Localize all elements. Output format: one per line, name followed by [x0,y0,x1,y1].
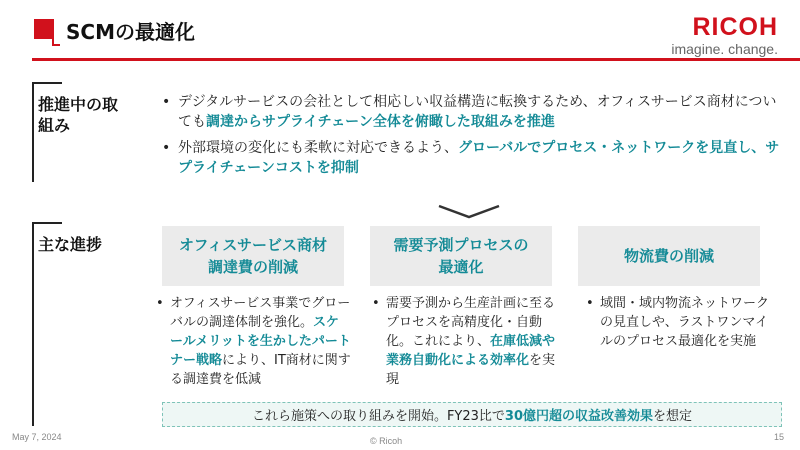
section2-label: 主な進捗 [38,235,103,254]
summary-highlight: 30億円超の収益改善効果 [504,409,654,424]
bullet-item [156,294,352,389]
bullet-highlight: 在庫低減や業務自動化による効率化 [386,334,556,368]
section1-topline [32,82,62,84]
bullet-text: 域間・域内物流ネットワークの見直しや、ラストワンマイルのプロセス最適化を実施 [600,296,770,349]
title-bar [0,0,800,62]
page-title: SCMの最適化 [66,20,195,44]
summary-text: を想定 [653,409,693,424]
footer-copyright: © Ricoh [370,436,403,446]
page-number: 15 [773,432,784,442]
bullet-item [162,138,782,178]
section2-sideline [32,222,34,426]
summary-text: これら施策への取り組みを開始。FY23比で [251,409,505,424]
section1-bullets [162,92,782,184]
heading-text: オフィスサービス商材 調達費の削減 [178,236,328,276]
bullet-highlight: グローバルでプロセス・ネットワークを見直し、サプライチェーンコストを抑制 [178,140,780,176]
bullet-text: デジタルサービスの会社として相応しい収益構造に転換するため、オフィスサービス商材についても [178,94,777,130]
bullet-text: 需要予測から生産計画に至るプロセスを高精度化・自動化。これにより、 [386,296,556,349]
title-corner-icon [52,38,60,46]
header-divider [32,58,800,61]
logo-tagline: imagine. change. [671,41,778,57]
heading-text: 需要予測プロセスの 最適化 [393,236,529,276]
bullet-text: を実現 [386,353,556,387]
progress-heading-logistics [578,226,760,286]
footer-date: May 7, 2024 [12,432,62,442]
bullet-text: 外部環境の変化にも柔軟に対応できるよう、 [178,140,458,156]
progress-detail-forecast [372,294,564,389]
bullet-item [586,294,776,351]
ricoh-logo [671,14,778,57]
bullet-highlight: 調達からサプライチェーン全体を俯瞰した取組みを推進 [206,114,555,130]
chevron-down-icon [437,204,501,220]
progress-detail-logistics [586,294,776,351]
bullet-text: オフィスサービス事業でグローバルの調達体制を強化。 [170,296,351,330]
progress-detail-procurement [156,294,352,389]
title-marker-icon [34,19,54,39]
section1-label: 推進中の取組み [38,95,119,135]
bullet-text: により、IT商材に関する調達費を低減 [170,353,351,387]
heading-text: 物流費の削減 [623,247,714,265]
section2-topline [32,222,62,224]
progress-heading-forecast [370,226,552,286]
summary-callout [162,402,782,427]
bullet-highlight: スケールメリットを生かしたパートナー戦略 [170,315,351,368]
bullet-item [372,294,564,389]
bullet-item [162,92,782,132]
progress-heading-procurement [162,226,344,286]
section1-sideline [32,82,34,182]
logo-wordmark: RICOH [692,13,778,41]
